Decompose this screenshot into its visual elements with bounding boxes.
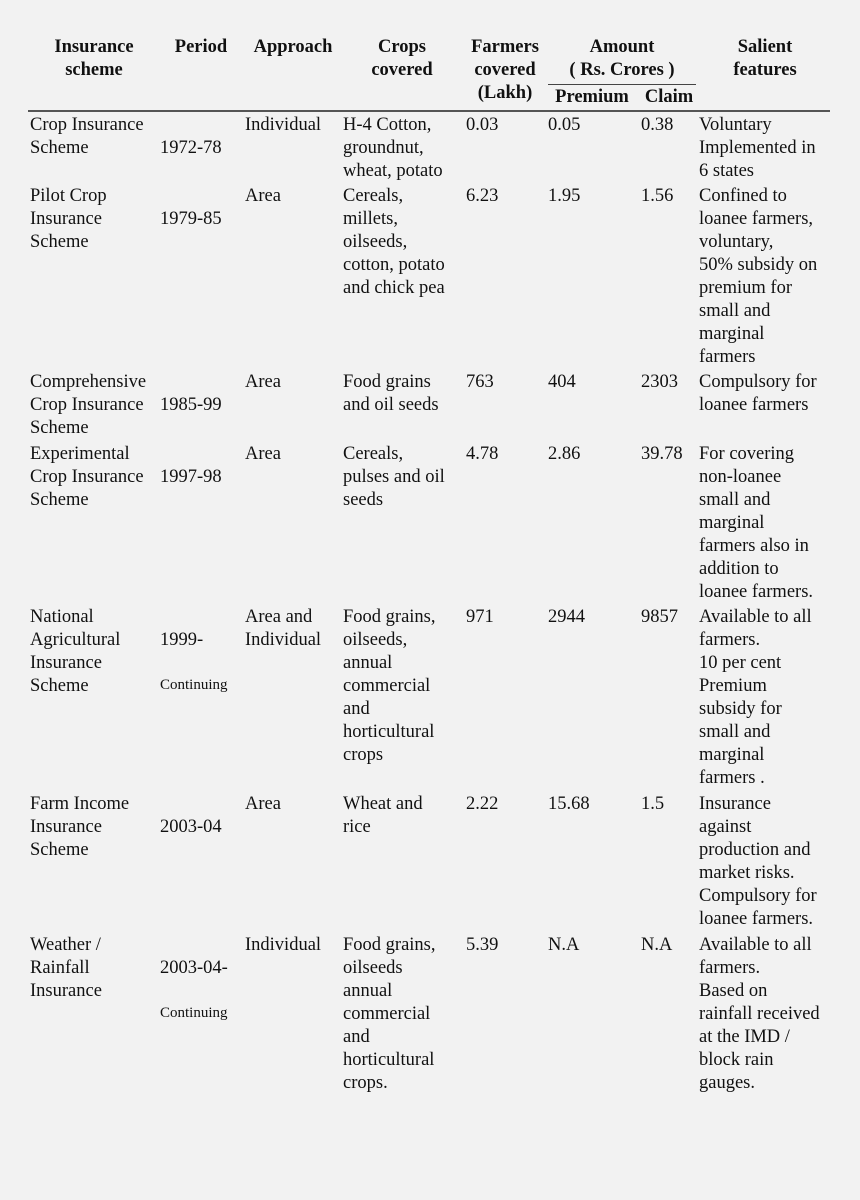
salient-features: Available to all farmers. 10 per cent Premium subsidy for small and marginal farmers . [699,607,812,788]
period-sub: Continuing [160,1005,228,1021]
farmers-covered: 6.23 [466,186,499,206]
salient-features: Compulsory for loanee farmers [699,372,817,415]
approach: Area [245,186,281,206]
scheme-name: Weather / Rainfall Insurance [30,935,102,1001]
crops-covered: Wheat and rice [343,794,423,837]
scheme-name: National Agricultural Insurance Scheme [30,607,121,696]
scheme-name: Pilot Crop Insurance Scheme [30,186,107,252]
period [160,934,244,1046]
period-value: 1999- [160,630,204,650]
crops-covered: Cereals, millets, oilseeds, cotton, potato and chick pea [343,186,445,298]
premium-amount: 2.86 [548,444,581,464]
premium-amount: N.A [548,935,580,955]
claim-amount: 0.38 [641,115,674,135]
period-value: 2003-04 [160,817,222,837]
farmers-covered: 763 [466,372,494,392]
period [160,443,244,535]
period-value: 1985-99 [160,395,222,415]
farmers-covered: 2.22 [466,794,499,814]
header-insurance-scheme: Insurance scheme [54,37,134,80]
header-rule [28,110,830,112]
approach: Area [245,372,281,392]
salient-features: Insurance against production and market risks. Compulsory for loanee farmers. [699,794,817,929]
farmers-covered: 971 [466,607,494,627]
header-salient-features: Salient features [733,37,797,80]
scheme-name: Farm Income Insurance Scheme [30,794,130,860]
scheme-name: Experimental Crop Insurance Scheme [30,444,144,510]
salient-features: Confined to loanee farmers, voluntary, 50% subsidy on premium for small and marginal farmers [699,186,818,367]
premium-amount: 1.95 [548,186,581,206]
period-value: 1997-98 [160,467,222,487]
claim-amount: N.A [641,935,673,955]
premium-amount: 0.05 [548,115,581,135]
header-amount: Amount ( Rs. Crores ) [569,37,675,80]
salient-features: For covering non-loanee small and marginal farmers also in addition to loanee farmers. [699,444,814,602]
farmers-covered: 0.03 [466,115,499,135]
farmers-covered: 4.78 [466,444,499,464]
approach: Area [245,444,281,464]
premium-amount: 404 [548,372,576,392]
period-value: 1979-85 [160,209,222,229]
header-period: Period [174,37,228,57]
premium-amount: 2944 [548,607,585,627]
scheme-name: Crop Insurance Scheme [30,115,144,158]
claim-amount: 39.78 [641,444,683,464]
period [160,185,244,277]
salient-features: Available to all farmers. Based on rainfall received at the IMD / block rain gauges. [699,935,820,1093]
claim-amount: 9857 [641,607,678,627]
period-sub: Continuing [160,677,228,693]
crops-covered: H-4 Cotton, groundnut, wheat, potato [343,115,443,181]
approach: Area and Individual [245,607,322,650]
crops-covered: Cereals, pulses and oil seeds [343,444,445,510]
claim-amount: 1.5 [641,794,665,814]
approach: Individual [245,115,322,135]
crops-covered: Food grains, oilseeds annual commercial and horticultural crops. [343,935,436,1093]
header-crops-covered: Crops covered [371,37,433,80]
period [160,793,244,885]
header-approach: Approach [253,37,333,57]
amount-underline [548,84,696,85]
scheme-name: Comprehensive Crop Insurance Scheme [30,372,147,438]
approach: Area [245,794,281,814]
period-value: 1972-78 [160,138,222,158]
header-premium: Premium [555,87,629,107]
claim-amount: 2303 [641,372,678,392]
period [160,606,244,718]
claim-amount: 1.56 [641,186,674,206]
farmers-covered: 5.39 [466,935,499,955]
header-claim: Claim [644,87,694,107]
period-value: 2003-04- [160,958,228,978]
premium-amount: 15.68 [548,794,590,814]
crops-covered: Food grains and oil seeds [343,372,439,415]
approach: Individual [245,935,322,955]
header-farmers-covered: Farmers covered (Lakh) [471,37,539,103]
crops-covered: Food grains, oilseeds, annual commercial and horticultural crops [343,607,436,765]
salient-features: Voluntary Implemented in 6 states [699,115,816,181]
